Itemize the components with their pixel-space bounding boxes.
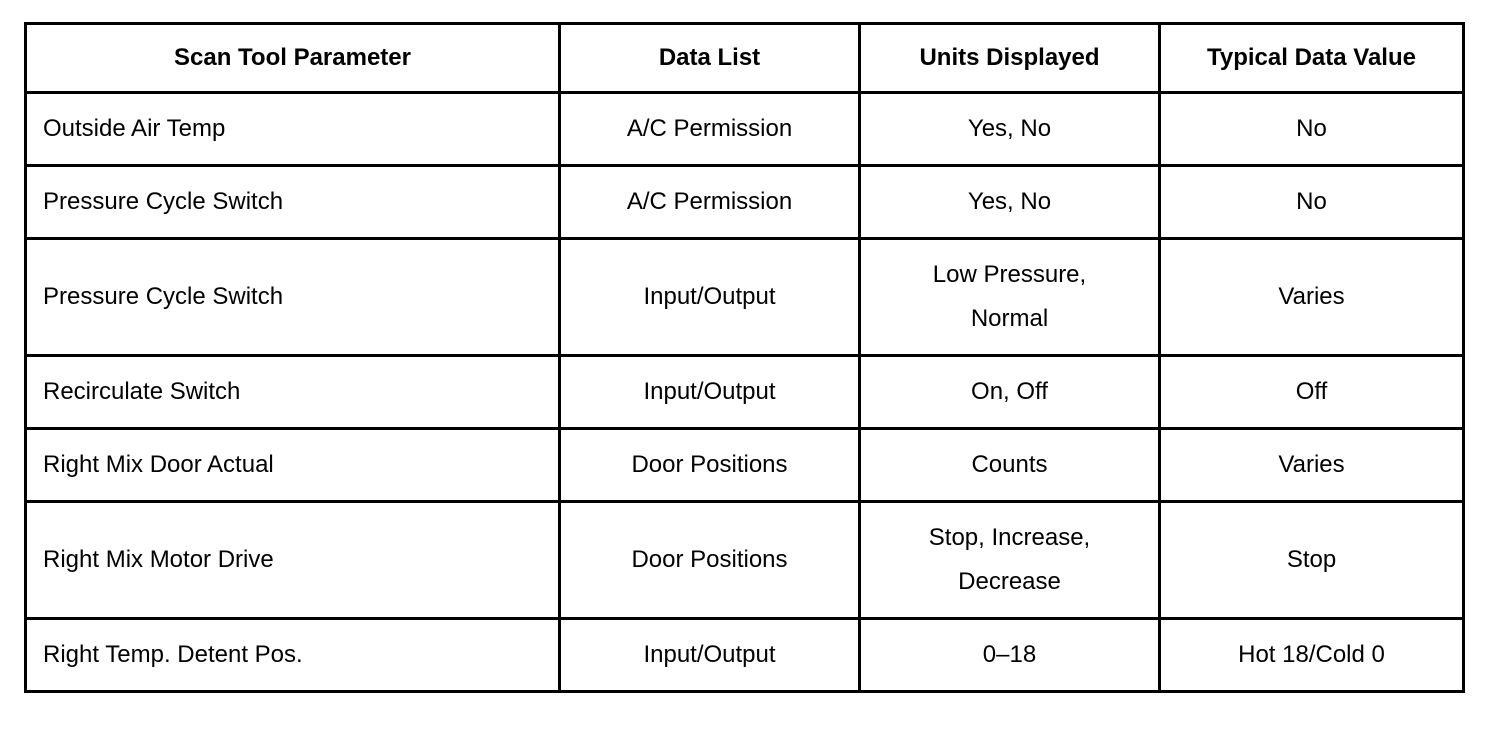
cell-units (860, 429, 1160, 502)
units-line: On, Off (971, 378, 1048, 405)
cell-units (860, 619, 1160, 692)
header-units-displayed: Units Displayed (860, 24, 1160, 93)
cell-typical-value: No (1160, 166, 1464, 239)
units-line: Normal (970, 305, 1049, 332)
cell-data-list: Input/Output (560, 356, 860, 429)
cell-parameter: Recirculate Switch (26, 356, 560, 429)
cell-typical-value: Varies (1160, 239, 1464, 356)
cell-units (860, 239, 1160, 356)
table-row (26, 429, 1464, 502)
table-body (26, 93, 1464, 692)
cell-data-list: Door Positions (560, 502, 860, 619)
cell-parameter: Outside Air Temp (26, 93, 560, 166)
cell-typical-value: Stop (1160, 502, 1464, 619)
header-row (26, 24, 1464, 93)
cell-parameter: Pressure Cycle Switch (26, 166, 560, 239)
cell-typical-value: Varies (1160, 429, 1464, 502)
cell-typical-value: Hot 18/Cold 0 (1160, 619, 1464, 692)
cell-data-list: A/C Permission (560, 93, 860, 166)
units-line: Decrease (958, 568, 1061, 595)
cell-units (860, 502, 1160, 619)
cell-data-list: A/C Permission (560, 166, 860, 239)
table-row (26, 502, 1464, 619)
header-data-list: Data List (560, 24, 860, 93)
table-row (26, 619, 1464, 692)
table-row (26, 93, 1464, 166)
scan-tool-data-table (24, 22, 1465, 693)
cell-parameter: Right Mix Door Actual (26, 429, 560, 502)
table-row (26, 356, 1464, 429)
cell-units (860, 166, 1160, 239)
units-line: Low Pressure, (932, 261, 1087, 288)
header-typical-data-value: Typical Data Value (1160, 24, 1464, 93)
cell-data-list: Input/Output (560, 239, 860, 356)
cell-data-list: Door Positions (560, 429, 860, 502)
cell-typical-value: Off (1160, 356, 1464, 429)
units-line: Stop, Increase, (928, 524, 1091, 551)
header-scan-tool-parameter: Scan Tool Parameter (26, 24, 560, 93)
cell-parameter: Right Temp. Detent Pos. (26, 619, 560, 692)
cell-data-list: Input/Output (560, 619, 860, 692)
units-line: Counts (971, 451, 1048, 478)
table-row (26, 239, 1464, 356)
cell-parameter: Right Mix Motor Drive (26, 502, 560, 619)
table-row (26, 166, 1464, 239)
units-line: Yes, No (967, 115, 1052, 142)
table-header (26, 24, 1464, 93)
cell-typical-value: No (1160, 93, 1464, 166)
cell-units (860, 93, 1160, 166)
cell-parameter: Pressure Cycle Switch (26, 239, 560, 356)
cell-units (860, 356, 1160, 429)
units-line: Yes, No (967, 188, 1052, 215)
units-line: 0–18 (982, 641, 1037, 668)
